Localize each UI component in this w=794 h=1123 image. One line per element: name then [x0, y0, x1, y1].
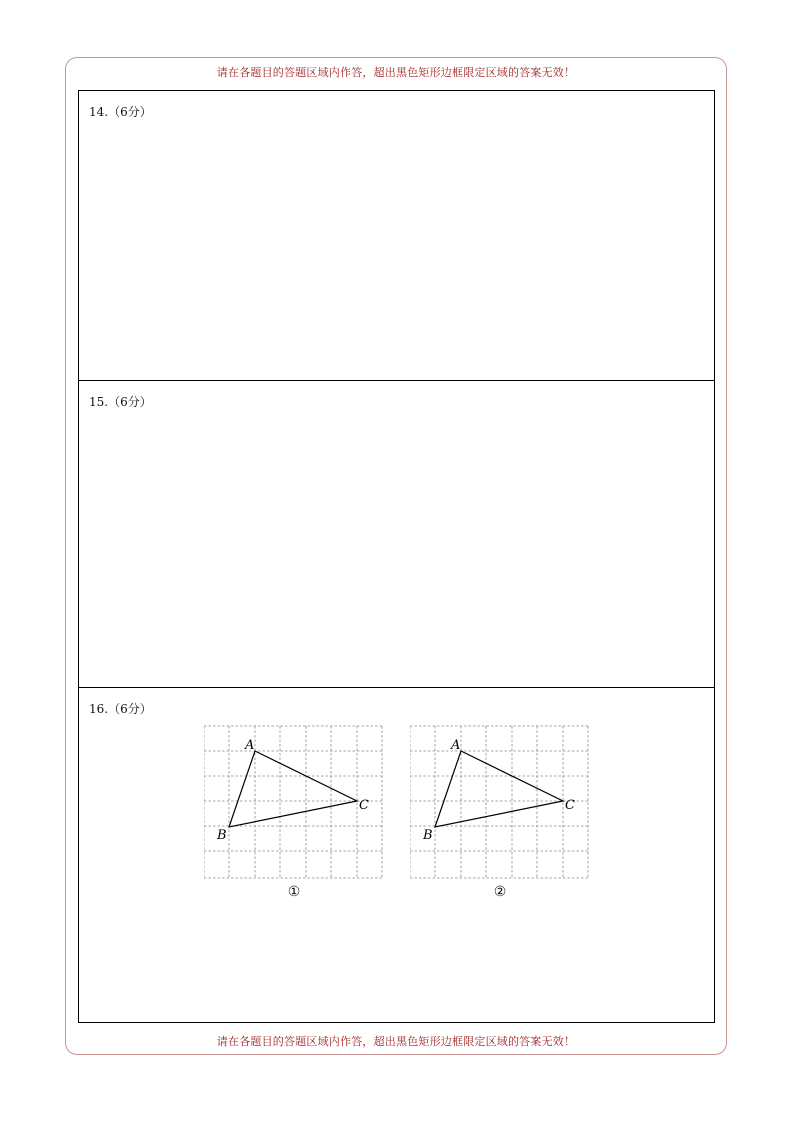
question-15-label: 15.（6分） — [89, 395, 152, 409]
bottom-notice: 请在各题目的答题区域内作答，超出黑色矩形边框限定区域的答案无效！ — [216, 1035, 576, 1048]
point-b-label: B — [217, 828, 227, 843]
dashed-grid — [410, 726, 588, 878]
point-b-label: B — [423, 828, 433, 843]
top-notice: 请在各题目的答题区域内作答，超出黑色矩形边框限定区域的答案无效！ — [216, 66, 576, 79]
point-a-label: A — [245, 738, 255, 753]
triangle-abc — [435, 751, 563, 827]
question-14-label: 14.（6分） — [89, 105, 152, 119]
dashed-grid — [204, 726, 382, 878]
grid-figure-2 — [410, 635, 590, 881]
question-16-label: 16.（6分） — [89, 702, 152, 716]
point-c-label: C — [359, 798, 369, 813]
figure-2-caption: ② — [493, 884, 507, 900]
answer-area — [78, 90, 715, 1023]
question-16-box[interactable] — [79, 688, 714, 1022]
point-c-label: C — [565, 798, 575, 813]
question-14-box[interactable] — [79, 91, 714, 381]
figure-1-caption: ① — [287, 884, 301, 900]
point-a-label: A — [451, 738, 461, 753]
triangle-abc — [229, 751, 357, 827]
question-15-box[interactable] — [79, 381, 714, 688]
grid-figure-1 — [204, 635, 384, 881]
